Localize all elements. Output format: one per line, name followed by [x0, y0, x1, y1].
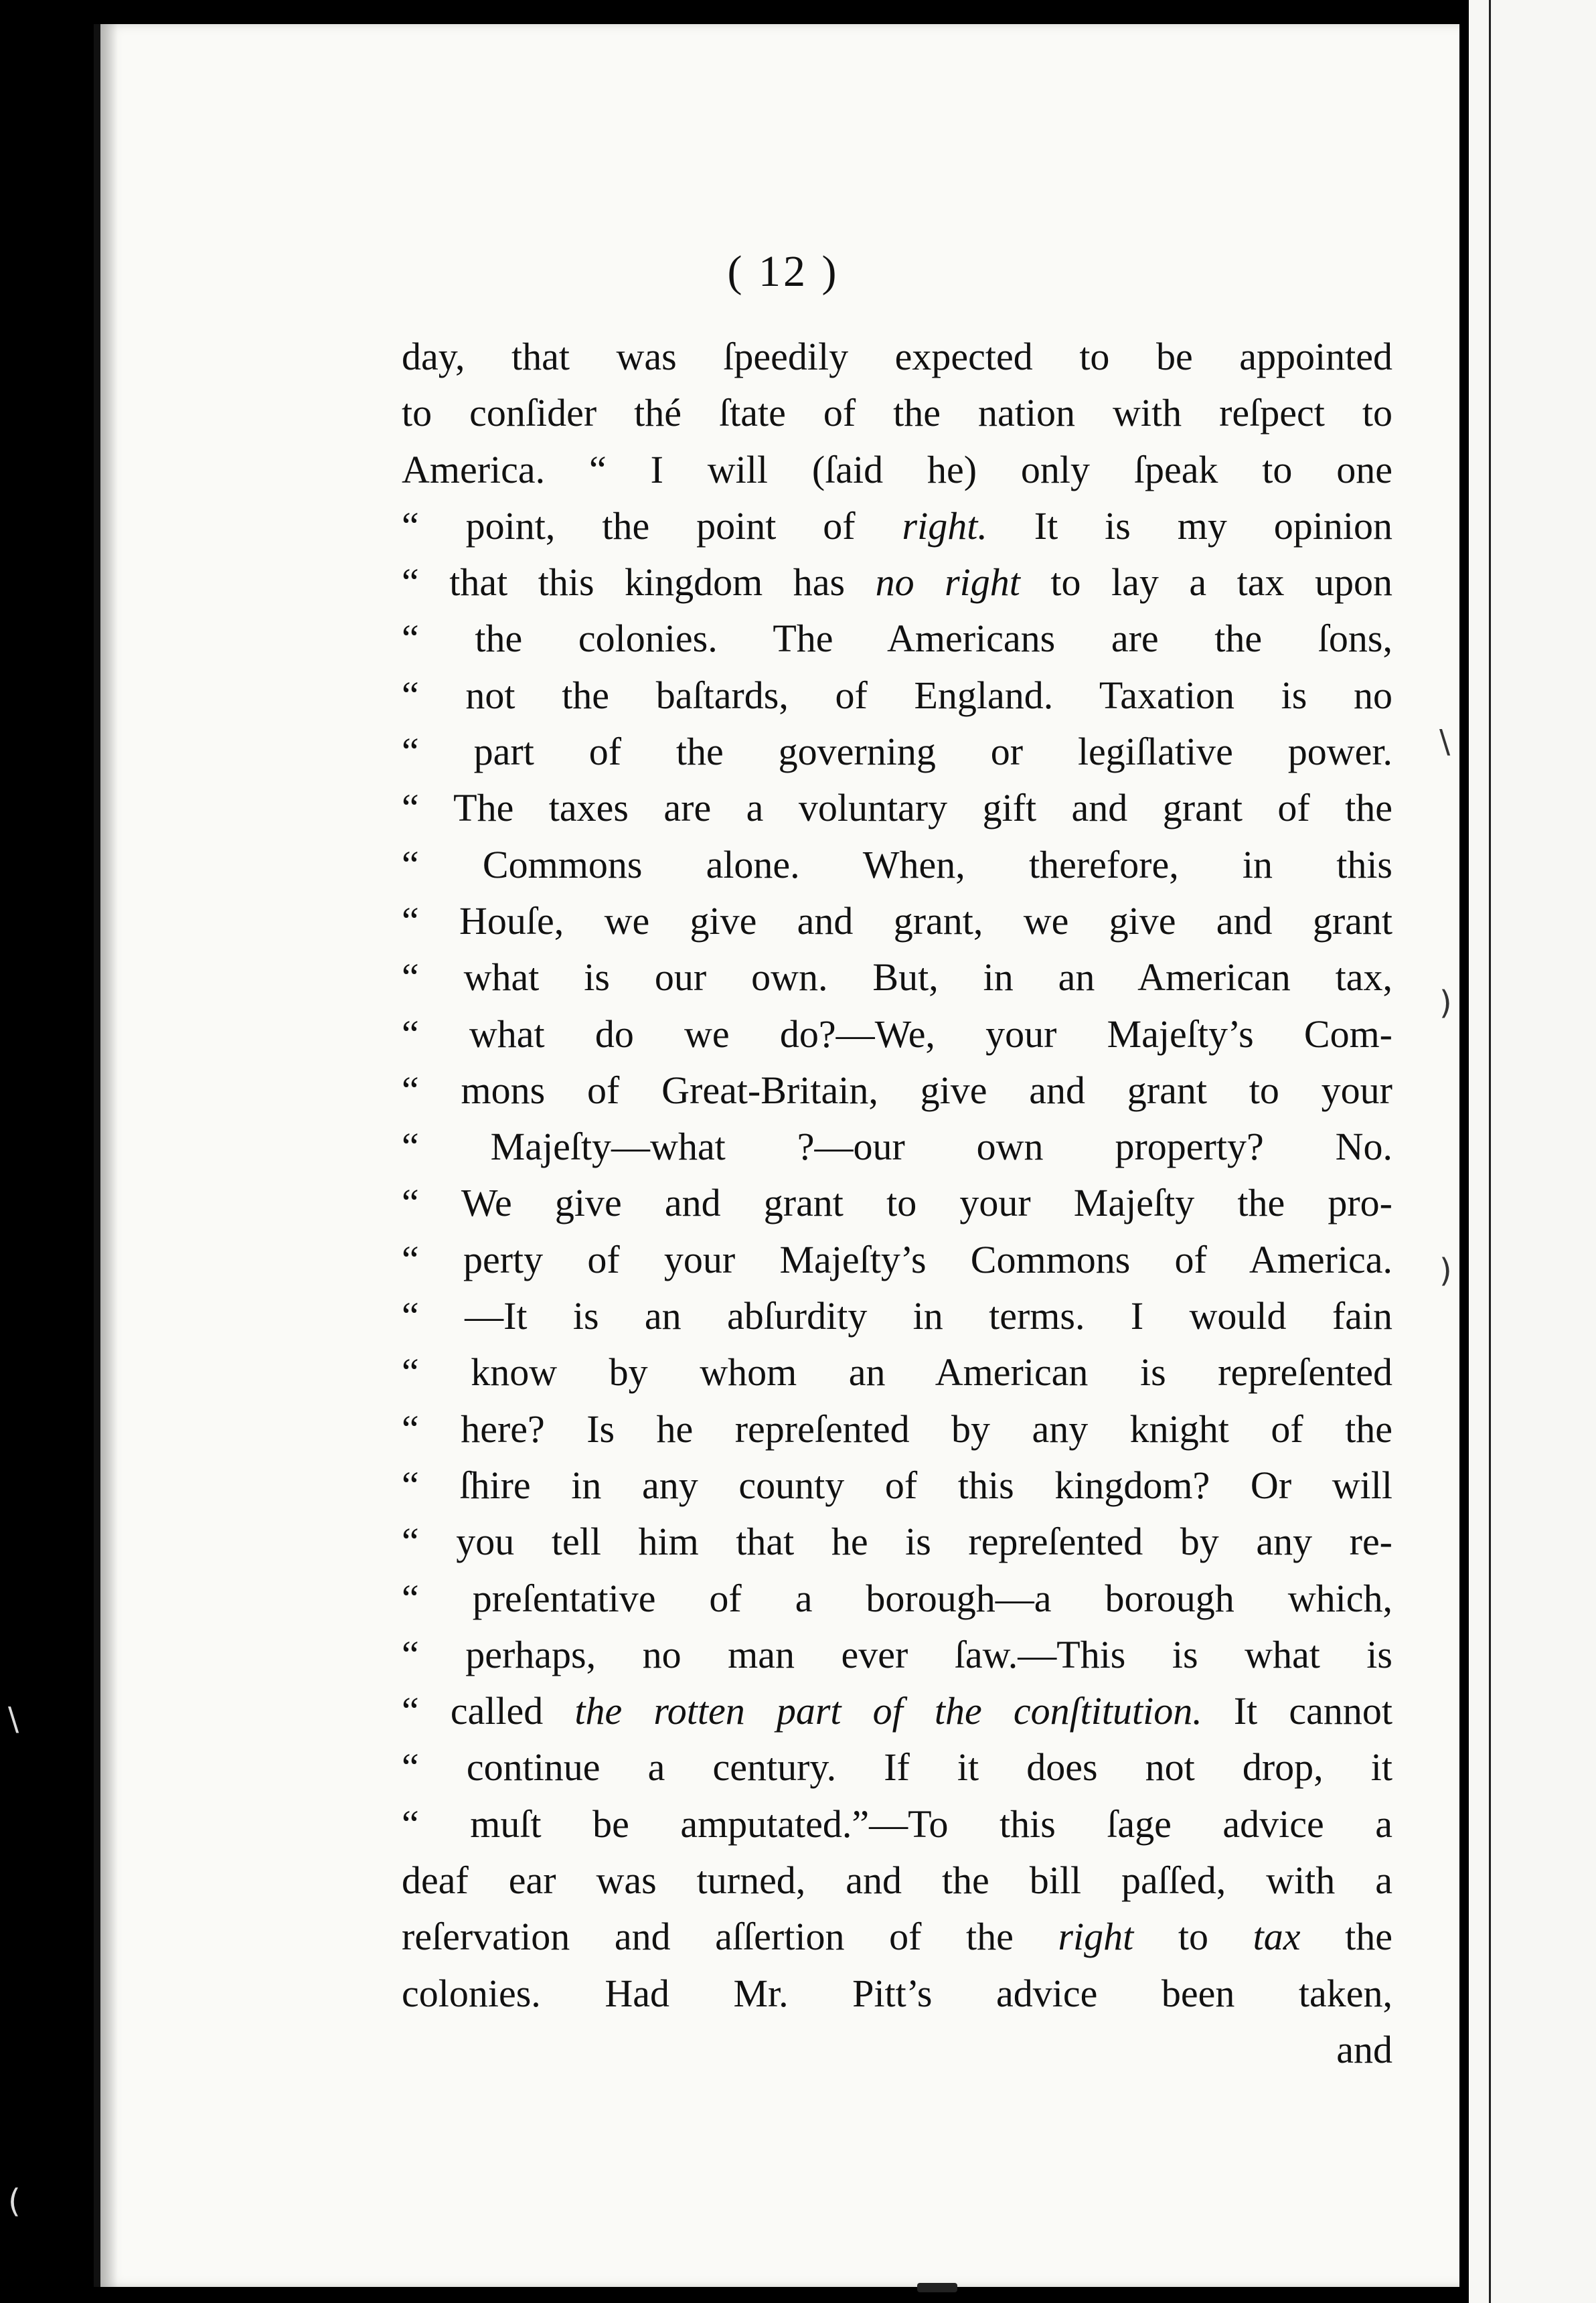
text-line	[402, 498, 1392, 554]
text-segment: “ Commons alone. When, therefore, in this	[402, 842, 1392, 886]
text-segment: to conſider thé ſtate of the nation with reſpect to	[402, 391, 1392, 435]
scan-left-edge	[0, 0, 94, 2303]
text-line	[402, 611, 1392, 667]
text-segment: “ Majeſty—what ?—our own property? No.	[402, 1125, 1392, 1169]
text-segment: “ here? Is he repreſented by any knight of the	[402, 1407, 1392, 1451]
text-segment: “ perty of your Majeſty’s Commons of America.	[402, 1237, 1392, 1281]
text-segment: “ not the baſtards, of England. Taxation is no	[402, 673, 1392, 717]
italic-text: the rotten part of the conſtitution.	[574, 1689, 1202, 1733]
text-segment: “ the colonies. The Americans are the ſons,	[402, 617, 1392, 661]
text-segment: “ called	[402, 1689, 575, 1733]
text-line	[402, 1514, 1392, 1570]
text-segment: “ you tell him that he is repreſented by any re-	[402, 1520, 1392, 1564]
text-line	[402, 1344, 1392, 1401]
margin-bracket-mark: (	[8, 2182, 21, 2220]
text-line	[402, 1966, 1392, 2022]
text-segment: “ The taxes are a voluntary gift and grant of the	[402, 786, 1392, 830]
text-line	[402, 780, 1392, 836]
text-line	[402, 554, 1392, 611]
text-line	[402, 1571, 1392, 1627]
text-line	[402, 1909, 1392, 1965]
text-line	[402, 1852, 1392, 1909]
margin-bracket-mark: )	[1439, 984, 1452, 1022]
catchword: and	[1336, 2027, 1392, 2071]
italic-text: right	[1058, 1915, 1134, 1959]
margin-bracket-mark: \	[1439, 723, 1451, 761]
text-segment: to lay a tax upon	[1020, 560, 1392, 605]
margin-bracket-mark: \	[8, 1700, 19, 1738]
text-line	[402, 893, 1392, 949]
text-segment: to	[1133, 1915, 1253, 1959]
text-line	[402, 949, 1392, 1006]
text-line	[402, 329, 1392, 385]
text-segment: reſervation and aſſertion of the	[402, 1915, 1058, 1959]
text-segment: deaf ear was turned, and the bill paſſed, with a	[402, 1858, 1392, 1903]
text-line	[402, 724, 1392, 780]
scan-fleck	[917, 2283, 957, 2292]
facing-page-edge	[1459, 0, 1596, 2303]
italic-text: no right	[875, 560, 1020, 605]
text-segment: America. “ I will (ſaid he) only ſpeak to one	[402, 447, 1392, 491]
text-line	[402, 1119, 1392, 1175]
text-segment: “ that this kingdom has	[402, 560, 876, 605]
italic-text: tax	[1253, 1915, 1301, 1959]
text-line	[402, 1006, 1392, 1062]
book-page	[94, 24, 1466, 2287]
text-segment: the	[1300, 1915, 1392, 1959]
text-segment: “ what is our own. But, in an American tax,	[402, 955, 1392, 1000]
text-segment: “ part of the governing or legiſlative power.	[402, 730, 1392, 774]
text-line	[402, 667, 1392, 724]
text-line	[402, 1175, 1392, 1231]
text-line	[402, 1062, 1392, 1119]
text-line	[402, 837, 1392, 893]
text-segment: “ muſt be amputated.”—To this ſage advice a	[402, 1802, 1392, 1846]
text-segment: “ preſentative of a borough—a borough which,	[402, 1576, 1392, 1620]
italic-text: right.	[902, 503, 987, 548]
text-line	[402, 1288, 1392, 1344]
text-segment: “ Houſe, we give and grant, we give and grant	[402, 898, 1392, 943]
text-line	[402, 1739, 1392, 1796]
margin-bracket-mark: )	[1439, 1252, 1452, 1289]
text-line	[402, 1401, 1392, 1457]
text-segment: “ mons of Great-Britain, give and grant to your	[402, 1068, 1392, 1112]
text-line	[402, 1796, 1392, 1852]
text-line	[402, 1457, 1392, 1514]
text-segment: “ continue a century. If it does not drop, it	[402, 1745, 1392, 1790]
page-number: ( 12 )	[727, 247, 840, 296]
text-segment: “ know by whom an American is repreſented	[402, 1350, 1392, 1395]
scan-bottom-edge	[94, 2287, 1459, 2303]
text-line	[402, 442, 1392, 498]
text-segment: “ —It is an abſurdity in terms. I would fain	[402, 1294, 1392, 1338]
text-line	[402, 1683, 1392, 1739]
text-segment: day, that was ſpeedily expected to be appointed	[402, 335, 1392, 378]
text-line	[402, 1232, 1392, 1288]
text-segment: colonies. Had Mr. Pitt’s advice been taken,	[402, 1971, 1392, 2015]
text-line	[402, 385, 1392, 441]
text-segment: “ ſhire in any county of this kingdom? Or will	[402, 1463, 1392, 1507]
text-segment: “ perhaps, no man ever ſaw.—This is what is	[402, 1632, 1392, 1676]
text-line	[402, 1627, 1392, 1683]
body-text	[402, 329, 1392, 2078]
text-segment: It cannot	[1202, 1689, 1392, 1733]
text-segment: “ point, the point of	[402, 503, 902, 548]
text-segment: “ what do we do?—We, your Majeſty’s Com-	[402, 1012, 1392, 1056]
facing-page-line	[1489, 0, 1491, 2303]
text-segment: “ We give and grant to your Majeſty the pro-	[402, 1181, 1392, 1225]
text-segment: It is my opinion	[987, 503, 1392, 548]
